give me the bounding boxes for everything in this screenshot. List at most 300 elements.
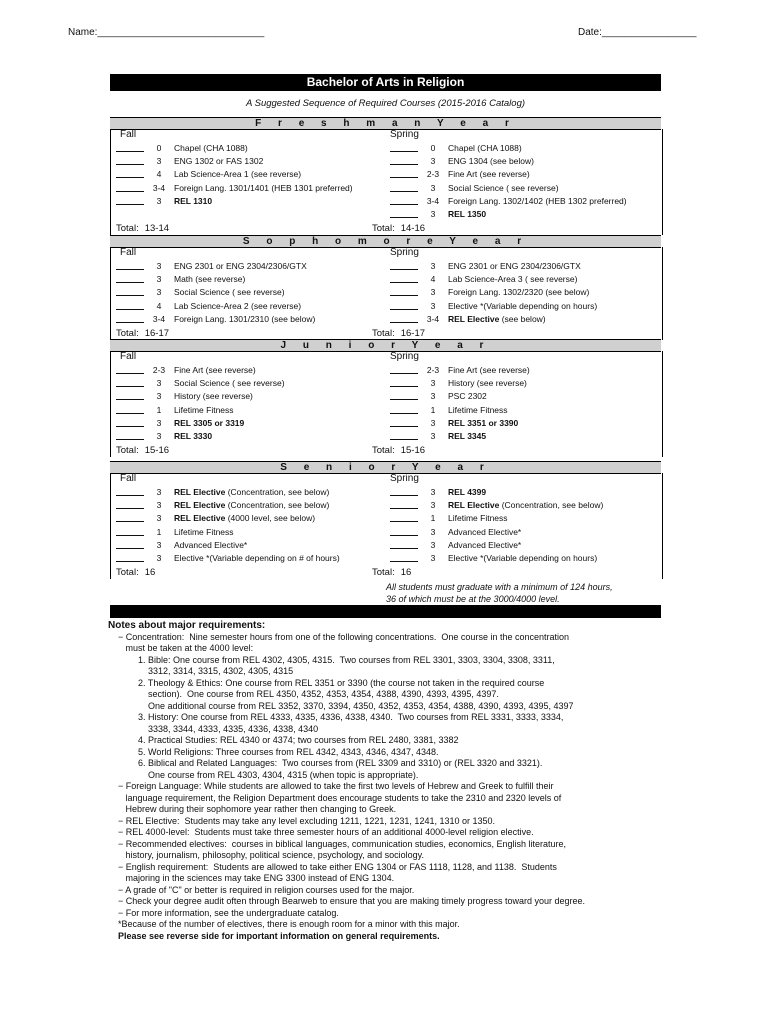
course-text: Lifetime Fitness xyxy=(448,404,508,415)
required-course: REL 1350 xyxy=(448,209,487,219)
note-line: − REL 4000-level: Students must take three semester hours of an additional 4000-level religion elective. xyxy=(118,827,534,837)
course-text: PSC 2302 xyxy=(448,391,487,402)
course-text: Elective *(Variable depending on hours) xyxy=(448,300,598,311)
course-text: Lab Science-Area 1 (see reverse) xyxy=(174,169,302,180)
grade-blank[interactable] xyxy=(390,314,418,323)
required-course: REL Elective xyxy=(174,513,226,524)
course-row xyxy=(390,314,546,327)
grade-blank[interactable] xyxy=(390,540,418,549)
credit-hours: 3 xyxy=(156,553,162,563)
note-line: − A grade of "C" or better is required in religion courses used for the major. xyxy=(118,884,415,895)
note-line: One course from REL 4303, 4304, 4315 (when topic is appropriate). xyxy=(148,769,419,780)
credit-hours: 4 xyxy=(156,169,162,180)
course-name xyxy=(174,553,340,563)
credit-hours: 3 xyxy=(430,553,436,563)
course-text: ENG 1304 (see below) xyxy=(448,156,534,167)
course-name xyxy=(174,487,329,497)
course-row xyxy=(116,431,212,444)
required-course: REL Elective xyxy=(448,313,500,324)
grade-blank[interactable] xyxy=(116,405,144,414)
fall-label: Fall xyxy=(120,247,137,258)
course-row xyxy=(116,487,329,500)
course-name xyxy=(448,365,530,375)
grade-blank[interactable] xyxy=(390,156,418,165)
grade-blank[interactable] xyxy=(116,143,144,152)
credit-hours: 3 xyxy=(156,274,162,285)
total-label: Total: xyxy=(372,567,395,579)
credit-hours: 3 xyxy=(430,500,436,511)
credit-hours: 3 xyxy=(156,378,162,389)
grade-blank[interactable] xyxy=(116,527,144,536)
grade-blank[interactable] xyxy=(390,261,418,270)
course-row xyxy=(116,261,307,274)
separator-bar xyxy=(110,605,661,618)
required-course: REL 4399 xyxy=(448,487,487,497)
fall-label: Fall xyxy=(120,473,137,484)
course-text: ENG 2301 or ENG 2304/2306/GTX xyxy=(174,261,307,271)
course-name xyxy=(448,527,521,537)
grade-blank[interactable] xyxy=(390,209,418,218)
course-name xyxy=(448,287,589,297)
course-name xyxy=(448,183,559,193)
note-line: Hebrew during their sophomore year rather then changing to Greek. xyxy=(118,804,397,814)
credit-hours: 3 xyxy=(430,391,436,402)
grade-blank[interactable] xyxy=(390,143,418,152)
total-label: Total: xyxy=(372,445,395,457)
total-value: 16-17 xyxy=(400,328,426,339)
course-name xyxy=(448,378,527,388)
course-name xyxy=(174,540,247,550)
graduation-note-line: All students must graduate with a minimum of 124 hours, xyxy=(386,582,613,592)
document-title: Bachelor of Arts in Religion xyxy=(110,74,661,91)
credit-hours: 2-3 xyxy=(426,169,440,180)
course-text: Foreign Lang. 1301/1401 (HEB 1301 preferred) xyxy=(174,182,353,193)
credit-hours: 3-4 xyxy=(426,195,440,206)
course-text: (4000 level, see below) xyxy=(225,513,316,524)
course-row xyxy=(390,169,530,182)
course-row xyxy=(390,301,597,314)
spring-label: Spring xyxy=(390,351,419,362)
grade-blank[interactable] xyxy=(116,301,144,310)
credit-hours: 4 xyxy=(430,274,436,285)
course-row xyxy=(390,143,522,156)
credit-hours: 3 xyxy=(430,261,436,271)
fall-total xyxy=(116,328,169,339)
course-text: History (see reverse) xyxy=(448,378,527,389)
grade-blank[interactable] xyxy=(390,487,418,496)
course-name xyxy=(448,391,487,401)
course-row xyxy=(390,261,581,274)
course-text: (Concentration, see below) xyxy=(225,500,330,511)
grade-blank[interactable] xyxy=(116,196,144,205)
required-course: REL 3330 xyxy=(174,431,213,441)
course-row xyxy=(116,513,315,526)
course-row xyxy=(116,378,285,391)
grade-blank[interactable] xyxy=(116,156,144,165)
grade-blank[interactable] xyxy=(116,431,144,440)
credit-hours: 0 xyxy=(430,143,436,153)
course-name xyxy=(174,405,234,415)
year-header: F r e s h m a n Y e a r xyxy=(110,117,661,130)
total-value: 14-16 xyxy=(400,223,426,235)
grade-blank[interactable] xyxy=(116,378,144,387)
course-text: Math (see reverse) xyxy=(174,274,246,285)
course-text: Advanced Elective* xyxy=(174,539,248,550)
credit-hours: 3 xyxy=(430,209,436,219)
note-line: must be taken at the 4000 level: xyxy=(118,643,254,653)
course-row xyxy=(116,169,301,182)
course-name xyxy=(174,261,307,271)
course-row xyxy=(390,553,597,566)
credit-hours: 3 xyxy=(430,300,436,311)
course-name xyxy=(174,378,285,388)
course-name xyxy=(174,431,212,441)
course-row xyxy=(390,209,486,222)
graduation-note xyxy=(386,581,613,605)
grade-blank[interactable] xyxy=(390,431,418,440)
grade-blank[interactable] xyxy=(116,274,144,283)
total-label: Total: xyxy=(116,567,139,579)
course-name xyxy=(174,513,315,523)
total-value: 16 xyxy=(144,567,156,579)
note-line: 6. Biblical and Related Languages: Two courses from (REL 3309 and 3310) or (REL 3320 and 3321). xyxy=(138,758,543,768)
course-text: Foreign Lang. 1301/2310 (see below) xyxy=(174,313,316,324)
course-row xyxy=(116,418,244,431)
course-name xyxy=(174,365,256,375)
fall-total xyxy=(116,567,155,578)
course-row xyxy=(116,196,212,209)
grade-blank[interactable] xyxy=(390,196,418,205)
note-line: − For more information, see the undergraduate catalog. xyxy=(118,907,339,918)
required-course: REL Elective xyxy=(174,487,226,497)
course-name xyxy=(174,274,245,284)
course-row xyxy=(116,287,285,300)
course-row xyxy=(390,156,534,169)
grade-blank[interactable] xyxy=(116,365,144,374)
course-name xyxy=(174,391,253,401)
credit-hours: 3-4 xyxy=(426,313,440,324)
grade-blank[interactable] xyxy=(390,405,418,414)
note-line: 5. World Religions: Three courses from REL 4342, 4343, 4346, 4347, 4348. xyxy=(138,746,439,757)
spring-label: Spring xyxy=(390,473,419,484)
grade-blank[interactable] xyxy=(390,274,418,283)
credit-hours: 3 xyxy=(430,417,436,428)
credit-hours: 1 xyxy=(156,526,162,537)
course-row xyxy=(116,391,253,404)
grade-blank[interactable] xyxy=(116,391,144,400)
course-name xyxy=(174,314,315,324)
course-row xyxy=(390,540,521,553)
course-name xyxy=(174,169,301,179)
total-value: 16-17 xyxy=(144,328,170,339)
course-row xyxy=(390,287,589,300)
course-row xyxy=(390,274,577,287)
credit-hours: 3 xyxy=(430,156,436,167)
course-row xyxy=(390,183,559,196)
grade-blank[interactable] xyxy=(390,553,418,562)
grade-blank[interactable] xyxy=(116,513,144,522)
credit-hours: 3 xyxy=(156,417,162,428)
required-course: REL 1310 xyxy=(174,195,213,206)
fall-label: Fall xyxy=(120,351,137,362)
grade-blank[interactable] xyxy=(116,183,144,192)
total-label: Total: xyxy=(372,328,395,339)
spring-label: Spring xyxy=(390,129,419,140)
note-line: − English requirement: Students are allowed to take either ENG 1304 or FAS 1118, 1128, and 1138. Students xyxy=(118,861,557,872)
course-row xyxy=(390,196,627,209)
credit-hours: 3 xyxy=(156,156,162,167)
course-text: Fine Art (see reverse) xyxy=(174,365,256,375)
course-row xyxy=(116,553,340,566)
note-line: − Concentration: Nine semester hours from one of the following concentrations. One course in the concentration xyxy=(118,631,569,642)
course-name xyxy=(174,183,353,193)
note-line: 1. Bible: One course from REL 4302, 4305, 4315. Two courses from REL 3301, 3303, 3304, 3308, 3311, xyxy=(138,654,555,665)
credit-hours: 3 xyxy=(156,487,162,497)
course-name xyxy=(448,540,521,550)
grade-blank[interactable] xyxy=(116,418,144,427)
credit-hours: 3-4 xyxy=(152,313,166,324)
grade-blank[interactable] xyxy=(116,287,144,296)
credit-hours: 3 xyxy=(430,378,436,389)
required-course: REL 3351 or 3390 xyxy=(448,417,519,428)
course-name xyxy=(174,418,244,428)
course-text: History (see reverse) xyxy=(174,391,253,402)
course-name xyxy=(448,156,534,166)
grade-blank[interactable] xyxy=(390,500,418,509)
grade-blank[interactable] xyxy=(390,527,418,536)
note-line: 4. Practical Studies: REL 4340 or 4374; two courses from REL 2480, 3381, 3382 xyxy=(138,735,459,745)
grade-blank[interactable] xyxy=(116,500,144,509)
credit-hours: 3 xyxy=(156,287,162,298)
course-name xyxy=(448,209,486,219)
required-course: REL Elective xyxy=(448,500,500,511)
credit-hours: 3 xyxy=(430,487,436,497)
note-line: 3338, 3344, 4333, 4335, 4336, 4338, 4340 xyxy=(148,723,319,734)
credit-hours: 3 xyxy=(156,513,162,524)
course-row xyxy=(116,527,234,540)
course-text: (Concentration, see below) xyxy=(225,487,330,497)
course-name xyxy=(448,196,627,206)
grade-blank[interactable] xyxy=(390,418,418,427)
course-text: Lifetime Fitness xyxy=(174,404,234,415)
course-name xyxy=(448,261,581,271)
grade-blank[interactable] xyxy=(116,314,144,323)
note-line: language requirement, the Religion Department does encourage students to take the 2310 and 2320 levels of xyxy=(118,792,562,803)
grade-blank[interactable] xyxy=(116,553,144,562)
course-name xyxy=(448,314,546,324)
grade-blank[interactable] xyxy=(390,391,418,400)
course-text: Advanced Elective* xyxy=(448,526,522,537)
note-line: majoring in the sciences may take ENG 3300 instead of ENG 1304. xyxy=(118,873,395,883)
course-name xyxy=(174,287,285,297)
course-name xyxy=(448,405,508,415)
course-row xyxy=(116,540,247,553)
spring-total xyxy=(372,223,425,234)
course-row xyxy=(390,405,508,418)
course-name xyxy=(448,553,597,563)
course-row xyxy=(116,143,248,156)
course-text: Foreign Lang. 1302/1402 (HEB 1302 preferred) xyxy=(448,195,627,206)
course-row xyxy=(390,527,521,540)
course-row xyxy=(390,365,530,378)
course-text: Lab Science-Area 3 ( see reverse) xyxy=(448,274,578,285)
note-line: − Check your degree audit often through Bearweb to ensure that you are making timely progress toward your degree. xyxy=(118,896,586,906)
credit-hours: 2-3 xyxy=(426,365,440,375)
grade-blank[interactable] xyxy=(390,378,418,387)
course-text: ENG 1302 or FAS 1302 xyxy=(174,156,264,167)
note-line: section). One course from REL 4350, 4352, 4353, 4354, 4388, 4390, 4393, 4395, 4397. xyxy=(148,689,499,699)
course-row xyxy=(116,156,263,169)
note-line: 3312, 3314, 3315, 4302, 4305, 4315 xyxy=(148,666,294,676)
note-line: − REL Elective: Students may take any level excluding 1211, 1221, 1231, 1241, 1310 or 1350. xyxy=(118,815,496,826)
grade-blank[interactable] xyxy=(116,261,144,270)
course-row xyxy=(116,405,234,418)
credit-hours: 3 xyxy=(430,182,436,193)
spring-total xyxy=(372,328,425,339)
course-name xyxy=(448,513,508,523)
total-value: 15-16 xyxy=(400,445,426,457)
course-name xyxy=(448,487,486,497)
course-name xyxy=(448,143,522,153)
note-line: − Foreign Language: While students are allowed to take the first two levels of Hebrew and Greek to fulfill their xyxy=(118,781,554,791)
credit-hours: 3 xyxy=(156,195,162,206)
credit-hours: 3 xyxy=(430,526,436,537)
course-text: Chapel (CHA 1088) xyxy=(174,143,248,153)
course-text: Fine Art (see reverse) xyxy=(448,365,530,375)
spring-label: Spring xyxy=(390,247,419,258)
credit-hours: 2-3 xyxy=(152,365,166,375)
course-name xyxy=(174,196,212,206)
course-row xyxy=(390,487,486,500)
course-name xyxy=(174,527,234,537)
credit-hours: 1 xyxy=(430,404,436,415)
course-text: (see below) xyxy=(499,313,546,324)
note-line: Please see reverse side for important information on general requirements. xyxy=(118,930,440,941)
course-name xyxy=(448,274,577,284)
course-row xyxy=(116,365,256,378)
note-line: One additional course from REL 3352, 3370, 3394, 4350, 4352, 4353, 4354, 4388, 4390, 4393, 4395, 4397 xyxy=(148,700,574,711)
course-text: Elective *(Variable depending on # of hours) xyxy=(174,553,340,563)
note-line: − Recommended electives: courses in biblical languages, communication studies, economics, English literature, xyxy=(118,838,566,849)
year-header: S o p h o m o r e Y e a r xyxy=(110,235,661,248)
course-text: (Concentration, see below) xyxy=(499,500,604,511)
year-header: J u n i o r Y e a r xyxy=(110,339,661,352)
course-row xyxy=(116,500,329,513)
course-text: Chapel (CHA 1088) xyxy=(448,143,522,153)
note-line: 2. Theology & Ethics: One course from REL 3351 or 3390 (the course not taken in the required course xyxy=(138,677,545,688)
course-text: Lab Science-Area 2 (see reverse) xyxy=(174,300,302,311)
course-name xyxy=(174,301,301,311)
total-label: Total: xyxy=(116,328,139,339)
date-field-label: Date:_________________ xyxy=(578,27,697,38)
course-text: Fine Art (see reverse) xyxy=(448,169,530,180)
grade-blank[interactable] xyxy=(390,169,418,178)
total-value: 13-14 xyxy=(144,223,170,235)
grade-blank[interactable] xyxy=(390,183,418,192)
course-row xyxy=(116,301,301,314)
total-value: 16 xyxy=(400,567,412,579)
course-row xyxy=(390,431,486,444)
document-subtitle: A Suggested Sequence of Required Courses (2015-2016 Catalog) xyxy=(245,98,526,109)
course-name xyxy=(448,418,518,428)
grade-blank[interactable] xyxy=(390,287,418,296)
total-value: 15-16 xyxy=(144,445,170,457)
credit-hours: 0 xyxy=(156,143,162,153)
course-text: Foreign Lang. 1302/2320 (see below) xyxy=(448,287,590,298)
course-name xyxy=(448,169,530,179)
credit-hours: 3 xyxy=(156,539,162,550)
credit-hours: 3 xyxy=(156,261,162,271)
total-label: Total: xyxy=(372,223,395,235)
name-field-label: Name:______________________________ xyxy=(68,27,265,38)
course-name xyxy=(174,500,329,510)
course-text: Social Science ( see reverse) xyxy=(174,287,285,298)
grade-blank[interactable] xyxy=(390,301,418,310)
course-row xyxy=(116,274,245,287)
spring-total xyxy=(372,445,425,456)
credit-hours: 1 xyxy=(430,513,436,524)
year-header: S e n i o r Y e a r xyxy=(110,461,661,474)
credit-hours: 3 xyxy=(430,287,436,298)
note-line: *Because of the number of electives, there is enough room for a minor with this major. xyxy=(118,919,460,929)
course-row xyxy=(116,183,353,196)
note-line: history, journalism, philosophy, political science, psychology, and sociology. xyxy=(118,850,424,860)
grade-blank[interactable] xyxy=(116,169,144,178)
total-label: Total: xyxy=(116,223,139,235)
fall-total xyxy=(116,223,169,234)
course-text: Elective *(Variable depending on hours) xyxy=(448,553,598,563)
grade-blank[interactable] xyxy=(116,540,144,549)
total-label: Total: xyxy=(116,445,139,457)
course-text: Social Science ( see reverse) xyxy=(448,182,559,193)
course-name xyxy=(448,431,486,441)
course-text: Lifetime Fitness xyxy=(448,513,508,524)
course-text: ENG 2301 or ENG 2304/2306/GTX xyxy=(448,261,581,271)
course-name xyxy=(448,301,597,311)
course-text: Lifetime Fitness xyxy=(174,526,234,537)
required-course: REL 3305 or 3319 xyxy=(174,417,245,428)
fall-label: Fall xyxy=(120,129,137,140)
course-text: Social Science ( see reverse) xyxy=(174,378,285,389)
notes-heading: Notes about major requirements: xyxy=(108,620,266,631)
graduation-note-line: 36 of which must be at the 3000/4000 level. xyxy=(386,594,560,604)
credit-hours: 3 xyxy=(430,539,436,550)
notes-list xyxy=(108,632,668,943)
course-name xyxy=(174,143,248,153)
credit-hours: 3 xyxy=(156,500,162,511)
course-text: Advanced Elective* xyxy=(448,539,522,550)
course-row xyxy=(390,513,508,526)
course-row xyxy=(390,391,487,404)
grade-blank[interactable] xyxy=(390,513,418,522)
required-course: REL 3345 xyxy=(448,431,487,441)
credit-hours: 4 xyxy=(156,300,162,311)
course-row xyxy=(116,314,315,327)
grade-blank[interactable] xyxy=(390,365,418,374)
credit-hours: 3-4 xyxy=(152,182,166,193)
course-name xyxy=(174,156,263,166)
credit-hours: 3 xyxy=(430,431,436,441)
credit-hours: 3 xyxy=(156,391,162,402)
credit-hours: 3 xyxy=(156,431,162,441)
course-row xyxy=(390,378,527,391)
fall-total xyxy=(116,445,169,456)
required-course: REL Elective xyxy=(174,500,226,511)
spring-total xyxy=(372,567,411,578)
course-name xyxy=(448,500,603,510)
grade-blank[interactable] xyxy=(116,487,144,496)
notes-section xyxy=(108,620,668,942)
